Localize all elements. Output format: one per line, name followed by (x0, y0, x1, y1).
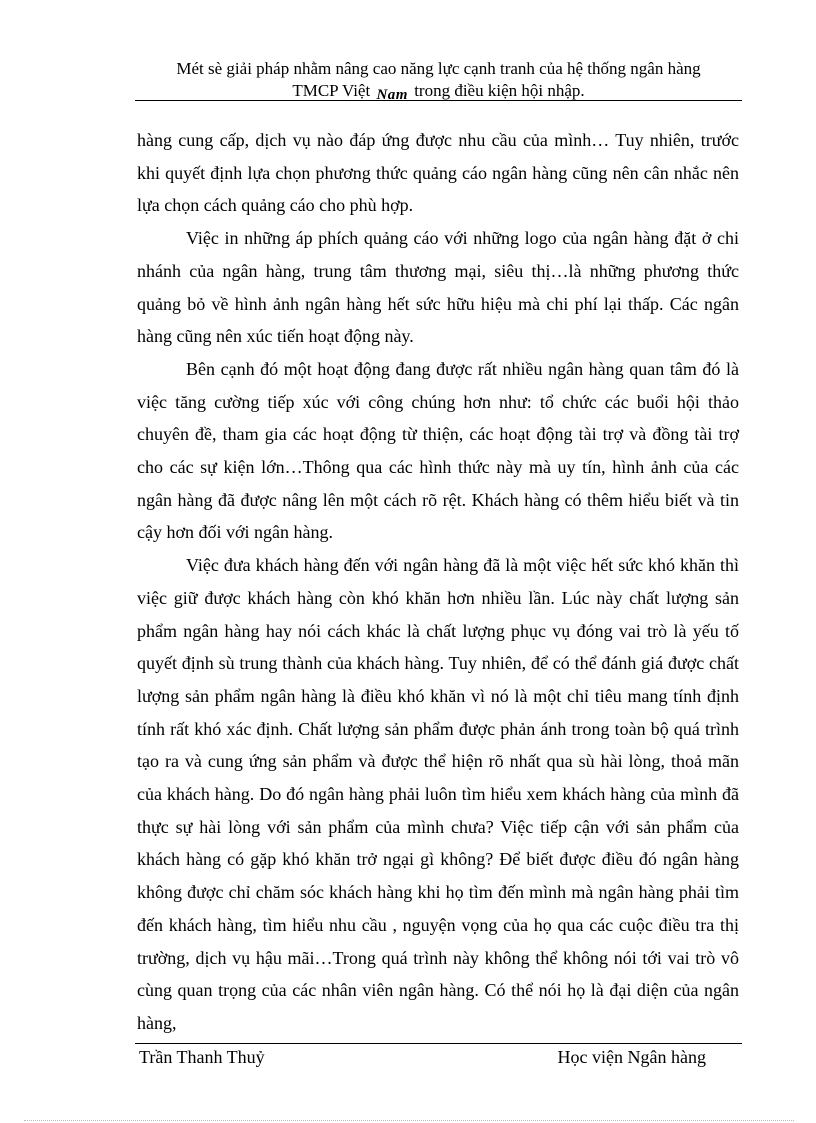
header-divider (135, 100, 742, 101)
body-paragraph-3: Bên cạnh đó một hoạt động đang được rất nhiều ngân hàng quan tâm đó là việc tăng cường tiếp xúc với công chúng hơn như: tổ chức các buổi hội thảo chuyên đề, tham gia các hoạt động từ thiện, các hoạt động tài trợ và đồng tài trợ cho các sự kiện lớn…Thông qua các hình thức này mà uy tín, hình ảnh của các ngân hàng đã được nâng lên một cách rõ rệt. Khách hàng có thêm hiểu biết và tin cậy hơn đối với ngân hàng. (137, 358, 739, 543)
body-paragraph-1: hàng cung cấp, dịch vụ nào đáp ứng được nhu cầu của mình… Tuy nhiên, trước khi quyết định lựa chọn phương thức quảng cáo ngân hàng cũng nên cân nhắc nên lựa chọn cách quảng cáo cho phù hợp. (137, 130, 739, 216)
footer-author: Trần Thanh Thuỷ (139, 1047, 265, 1067)
body-paragraph-4: Việc đưa khách hàng đến với ngân hàng đã là một việc hết sức khó khăn thì việc giữ được khách hàng còn khó khăn hơn nhiều lần. Lúc này chất lượng sản phẩm ngân hàng hay nói cách khác là chất lượng phục vụ đóng vai trò là yếu tố quyết định sù trung thành của khách hàng. Tuy nhiên, để có thể đánh giá được chất lượng sản phẩm ngân hàng là điều khó khăn vì nó là một chỉ tiêu mang tính định tính rất khó xác định. Chất lượng sản phẩm được phản ánh trong toàn bộ quá trình tạo ra và cung ứng sản phẩm và được thể hiện rõ nhất qua sù hài lòng, thoả mãn của khách hàng. Do đó ngân hàng phải luôn tìm hiểu xem khách hàng của mình đã thực sự hài lòng với sản phẩm của mình chưa? Việc tiếp cận với sản phẩm của khách hàng có gặp khó khăn trở ngại gì không? Để biết được điều đó ngân hàng không được chỉ chăm sóc khách hàng khi họ tìm đến mình mà ngân hàng phải tìm đến khách hàng, tìm hiểu nhu cầu , nguyện vọng của họ qua các cuộc điều tra thị trường, dịch vụ hậu mãi…Trong quá trình này không thể không nói tới vai trò vô cùng quan trọng của các nhân viên ngân hàng. Có thể nói họ là đại diện của ngân hàng, (137, 555, 739, 1033)
page-header (135, 58, 742, 103)
header-title-suffix: trong điều kiện hội nhập. (414, 81, 585, 100)
header-title-prefix: TMCP Việt (292, 81, 371, 100)
header-title-line-1: Mét sè giải pháp nhằm nâng cao năng lực cạnh tranh của hệ thống ngân hàng (176, 59, 701, 78)
body-paragraph-2: Việc in những áp phích quảng cáo với những logo của ngân hàng đặt ở chi nhánh của ngân hàng, trung tâm thương mại, siêu thị…là những phương thức quảng bỏ về hình ảnh ngân hàng hết sức hữu hiệu mà chi phí lại thấp. Các ngân hàng cũng nên xúc tiến hoạt động này. (137, 228, 739, 347)
footer-institution: Học viện Ngân hàng (557, 1047, 706, 1067)
page-bottom-edge (24, 1120, 794, 1121)
document-body (137, 124, 739, 1040)
header-title-italic-word: Nam (376, 87, 408, 103)
footer-divider (135, 1043, 742, 1044)
